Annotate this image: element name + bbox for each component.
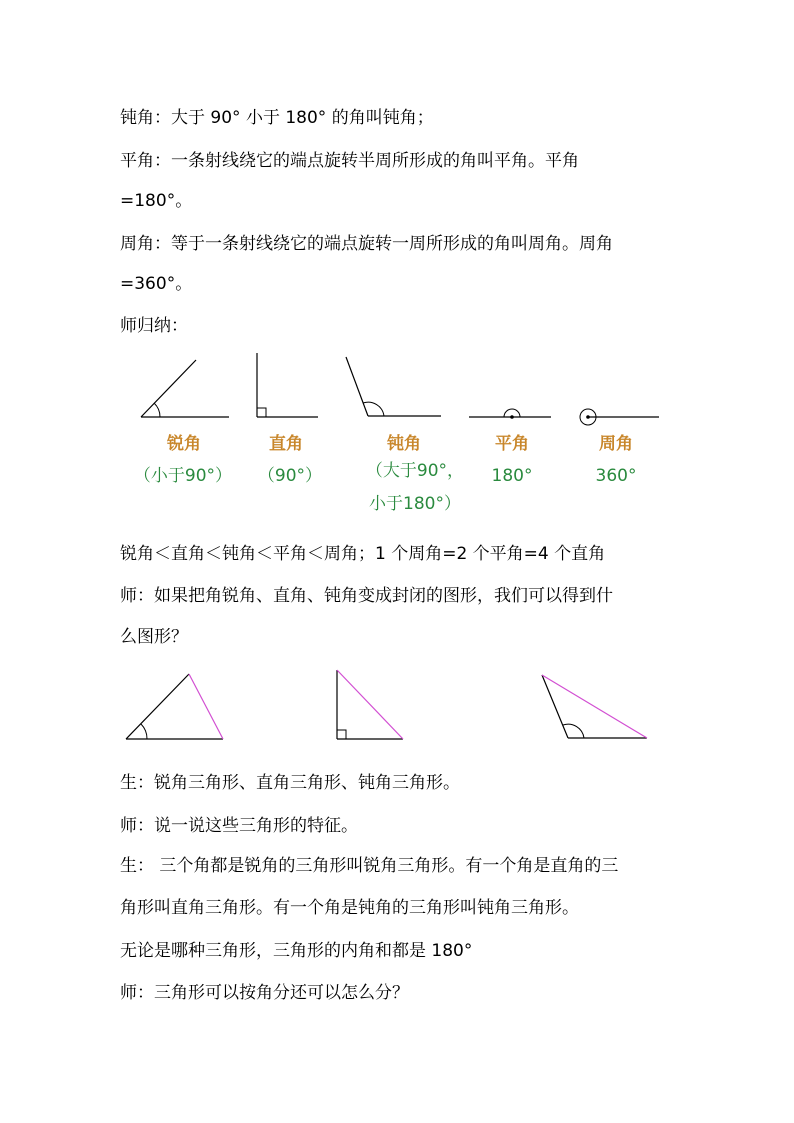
round-definition-line1: 周角：等于一条射线绕它的端点旋转一周所形成的角叫周角。周角 (120, 234, 613, 254)
obtuse-triangle (542, 675, 647, 738)
right-angle-name: 直角 (269, 434, 303, 454)
acute-angle-desc: （小于90°） (133, 466, 233, 486)
acute-triangle (126, 674, 223, 739)
obtuse-angle-desc-line2: 小于180°） (369, 494, 461, 514)
acute-angle-name: 锐角 (167, 434, 201, 454)
student-answer-2-line2: 角形叫直角三角形。有一个角是钝角的三角形叫钝角三角形。 (120, 898, 579, 918)
right-angle-desc: （90°） (257, 466, 323, 486)
round-definition-line2: =360°。 (120, 274, 193, 294)
obtuse-definition: 钝角：大于 90° 小于 180° 的角叫钝角； (120, 108, 434, 128)
teacher-question-3: 师：三角形可以按角分还可以怎么分？ (120, 983, 409, 1003)
teacher-question-1-line1: 师：如果把角锐角、直角、钝角变成封闭的图形，我们可以得到什 (120, 586, 613, 606)
angle-comparison: 锐角＜直角＜钝角＜平角＜周角；1 个周角=2 个平角=4 个直角 (120, 544, 606, 564)
round-angle-desc: 360° (595, 466, 637, 486)
straight-angle-name: 平角 (495, 434, 529, 454)
teacher-summary: 师归纳： (120, 316, 188, 336)
obtuse-angle-name: 钝角 (387, 434, 421, 454)
round-angle-name: 周角 (599, 434, 633, 454)
obtuse-angle-desc-line1: （大于90°， (365, 461, 465, 481)
angle-sum-statement: 无论是哪种三角形，三角形的内角和都是 180° (120, 941, 473, 961)
straight-angle-desc: 180° (491, 466, 533, 486)
student-answer-2-line1: 生： 三个角都是锐角的三角形叫锐角三角形。有一个角是直角的三 (120, 856, 619, 876)
teacher-question-1-line2: 么图形？ (120, 627, 188, 647)
straight-definition-line1: 平角：一条射线绕它的端点旋转半周所形成的角叫平角。平角 (120, 151, 579, 171)
teacher-question-2: 师：说一说这些三角形的特征。 (120, 816, 358, 836)
straight-definition-line2: =180°。 (120, 191, 193, 211)
student-answer-1: 生：锐角三角形、直角三角形、钝角三角形。 (120, 773, 460, 793)
right-triangle (337, 670, 403, 739)
